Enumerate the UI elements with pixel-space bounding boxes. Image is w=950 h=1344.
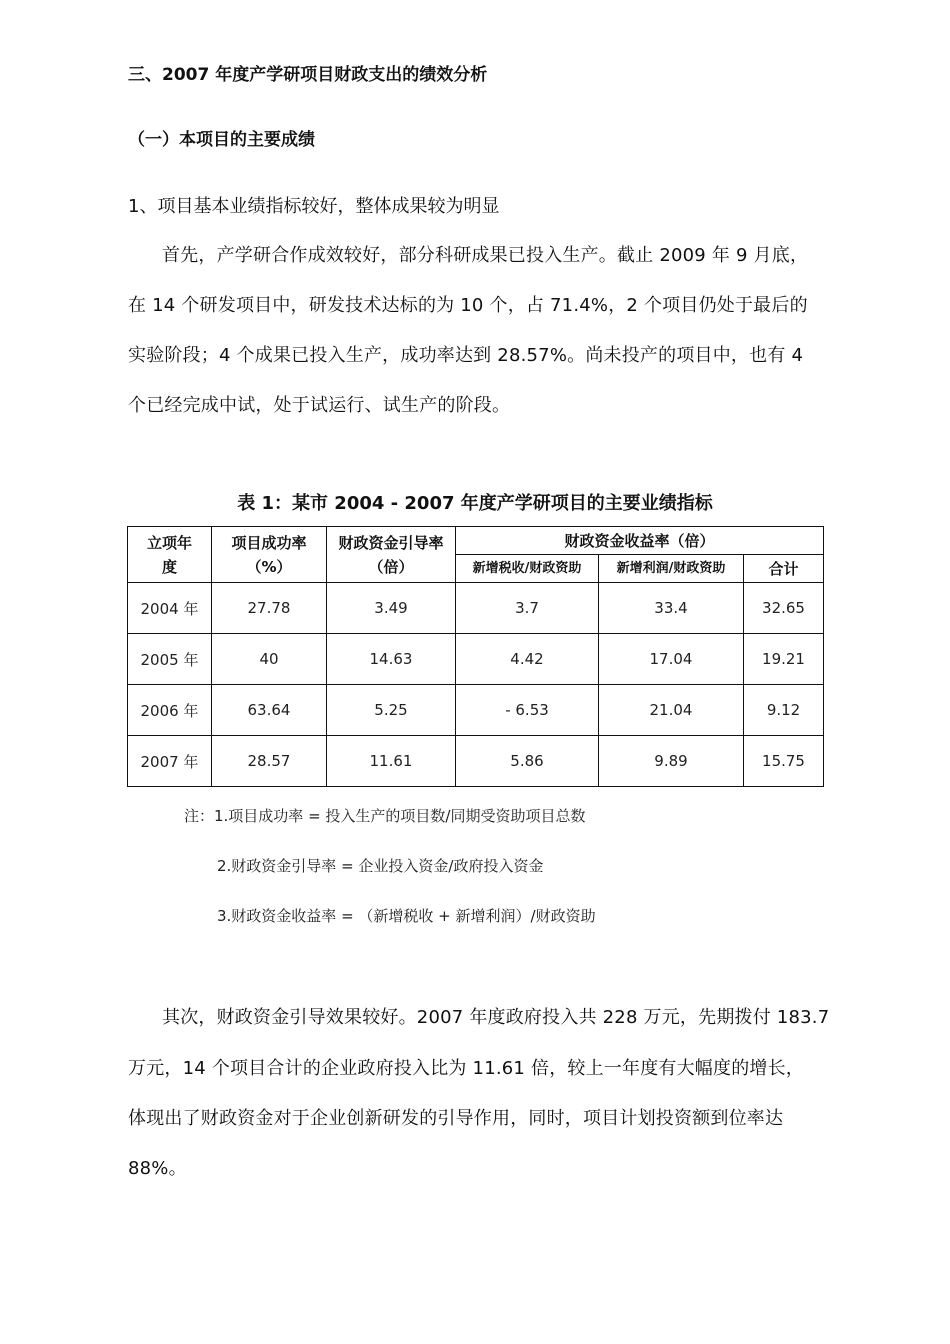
header-success-rate: 项目成功率（%） <box>212 527 327 583</box>
cell-tax: 5.86 <box>456 736 599 787</box>
header-profit-ratio: 新增利润/财政资助 <box>599 555 744 583</box>
cell-success: 27.78 <box>212 583 327 634</box>
cell-profit: 17.04 <box>599 634 744 685</box>
header-return-rate: 财政资金收益率（倍） <box>456 527 824 555</box>
table-row <box>128 583 824 634</box>
section-heading: 三、2007 年度产学研项目财政支出的绩效分析 <box>128 65 488 85</box>
cell-profit: 21.04 <box>599 685 744 736</box>
paragraph1-line: 实验阶段；4 个成果已投入生产，成功率达到 28.57%。尚未投产的项目中，也有 4 <box>128 345 804 366</box>
cell-success: 28.57 <box>212 736 327 787</box>
paragraph1-line: 个已经完成中试，处于试运行、试生产的阶段。 <box>128 395 511 416</box>
header-year: 立项年度 <box>128 527 212 583</box>
cell-total: 15.75 <box>744 736 824 787</box>
paragraph2-line: 88%。 <box>128 1158 187 1179</box>
table-note: 注：1.项目成功率 = 投入生产的项目数/同期受资助项目总数 <box>184 807 586 825</box>
performance-table <box>127 526 824 787</box>
paragraph1-line: 在 14 个研发项目中，研发技术达标的为 10 个，占 71.4%，2 个项目仍处于最后的 <box>128 295 808 316</box>
cell-guide: 14.63 <box>327 634 456 685</box>
header-guide-rate: 财政资金引导率（倍） <box>327 527 456 583</box>
cell-guide: 5.25 <box>327 685 456 736</box>
table-row <box>128 736 824 787</box>
paragraph1-line: 首先，产学研合作成效较好，部分科研成果已投入生产。截止 2009 年 9 月底， <box>162 245 809 266</box>
cell-total: 19.21 <box>744 634 824 685</box>
subsection-heading: （一）本项目的主要成绩 <box>128 130 315 150</box>
table-row <box>128 685 824 736</box>
cell-success: 40 <box>212 634 327 685</box>
cell-profit: 33.4 <box>599 583 744 634</box>
cell-total: 32.65 <box>744 583 824 634</box>
cell-tax: 3.7 <box>456 583 599 634</box>
table-note: 3.财政资金收益率 = （新增税收 + 新增利润）/财政资助 <box>217 907 596 925</box>
cell-tax: - 6.53 <box>456 685 599 736</box>
cell-profit: 9.89 <box>599 736 744 787</box>
table-title: 表 1：某市 2004 - 2007 年度产学研项目的主要业绩指标 <box>237 493 713 514</box>
cell-success: 63.64 <box>212 685 327 736</box>
cell-year: 2007 年 <box>128 736 212 787</box>
cell-guide: 11.61 <box>327 736 456 787</box>
paragraph2-line: 万元，14 个项目合计的企业政府投入比为 11.61 倍，较上一年度有大幅度的增长， <box>128 1058 804 1079</box>
cell-year: 2006 年 <box>128 685 212 736</box>
paragraph2-line: 体现出了财政资金对于企业创新研发的引导作用，同时，项目计划投资额到位率达 <box>128 1108 784 1129</box>
table-row <box>128 634 824 685</box>
header-tax-ratio: 新增税收/财政资助 <box>456 555 599 583</box>
cell-tax: 4.42 <box>456 634 599 685</box>
cell-total: 9.12 <box>744 685 824 736</box>
cell-guide: 3.49 <box>327 583 456 634</box>
header-total: 合计 <box>744 555 824 583</box>
point-heading: 1、项目基本业绩指标较好，整体成果较为明显 <box>128 196 500 217</box>
paragraph2-line: 其次，财政资金引导效果较好。2007 年度政府投入共 228 万元，先期拨付 183.7 <box>162 1007 830 1028</box>
table-note: 2.财政资金引导率 = 企业投入资金/政府投入资金 <box>217 857 544 875</box>
cell-year: 2005 年 <box>128 634 212 685</box>
cell-year: 2004 年 <box>128 583 212 634</box>
